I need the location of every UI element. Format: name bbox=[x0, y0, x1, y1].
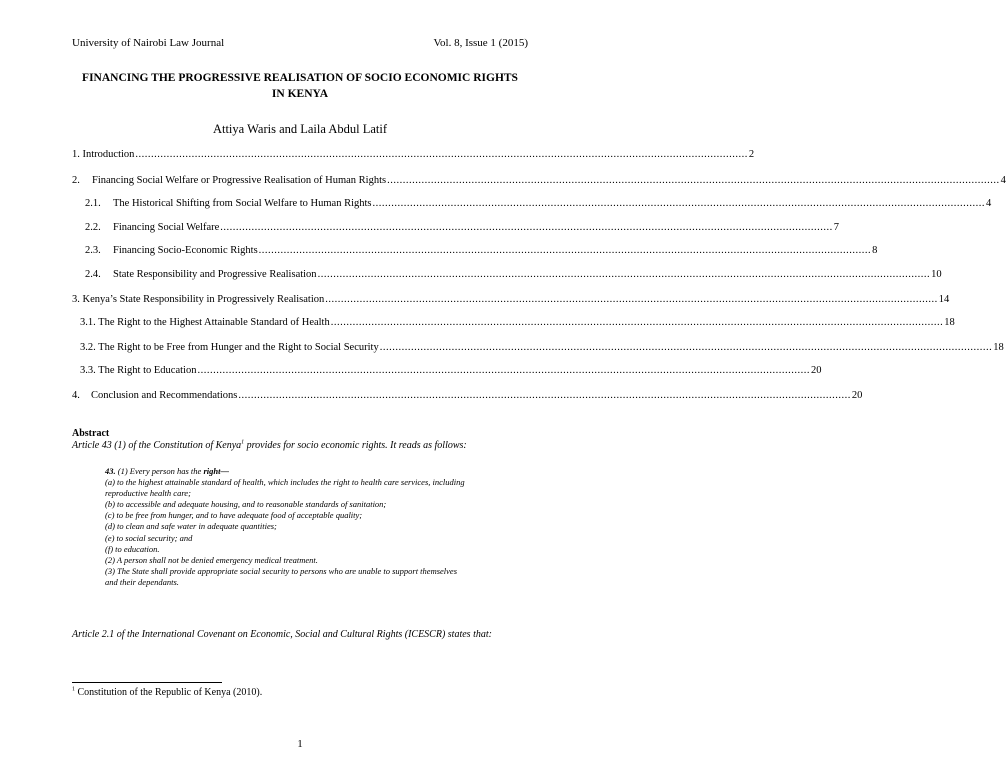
toc-entry-right-to-education[interactable] bbox=[80, 364, 822, 378]
abstract-heading: Abstract bbox=[72, 428, 110, 439]
page-number: 1 bbox=[297, 738, 303, 750]
toc-entry-financing-socio-economic-rights[interactable] bbox=[85, 244, 878, 258]
toc-entry-financing-social-welfare-or-progressive[interactable] bbox=[72, 174, 1006, 188]
journal-volume: Vol. 8, Issue 1 (2015) bbox=[433, 37, 528, 49]
toc-entry-conclusion[interactable] bbox=[72, 389, 863, 403]
toc-page: 4 bbox=[1000, 175, 1006, 186]
toc-label: State Responsibility and Progressive Realisation bbox=[113, 269, 317, 280]
quote-line: reproductive health care; bbox=[105, 488, 191, 499]
article-2-1-intro: Article 2.1 of the International Covenant on Economic, Social and Cultural Rights (ICESCR) states that: bbox=[72, 629, 492, 640]
footnote-text: Constitution of the Republic of Kenya (2010). bbox=[75, 687, 263, 698]
quote-right-word: right— bbox=[203, 466, 229, 476]
toc-number: 4. bbox=[72, 390, 80, 401]
authors: Attiya Waris and Laila Abdul Latif bbox=[212, 122, 388, 136]
footnote bbox=[72, 687, 262, 698]
quote-line: (2) A person shall not be denied emergency medical treatment. bbox=[105, 554, 318, 565]
footnote-divider bbox=[72, 682, 222, 683]
toc-leader: .................................................................................................................................................................................................... bbox=[372, 198, 985, 209]
toc-page: 7 bbox=[833, 222, 840, 233]
toc-label: 3.3. The Right to Education bbox=[80, 365, 197, 376]
toc-page: 4 bbox=[986, 198, 992, 209]
quote-line: (a) to the highest attainable standard of health, which includes the right to health care services, including bbox=[105, 477, 465, 488]
footnote-marker: 1 bbox=[72, 686, 75, 693]
toc-page: 20 bbox=[851, 390, 863, 401]
toc-page: 18 bbox=[944, 317, 955, 328]
toc-label: Conclusion and Recommendations bbox=[91, 390, 238, 401]
toc-number: 2.4. bbox=[85, 269, 101, 280]
toc-leader: .................................................................................................................................................................................................... bbox=[379, 342, 993, 353]
toc-page: 10 bbox=[931, 269, 942, 280]
footnote-ref[interactable]: 1 bbox=[241, 439, 245, 446]
quote-line: and their dependants. bbox=[105, 576, 179, 587]
toc-number: 2.2. bbox=[85, 222, 101, 233]
toc-page: 8 bbox=[872, 245, 878, 256]
toc-leader: .................................................................................................................................................................................................... bbox=[387, 175, 1000, 186]
toc-entry-financing-social-welfare[interactable] bbox=[85, 221, 840, 235]
toc-leader: .................................................................................................................................................................................................... bbox=[325, 294, 938, 305]
toc-label: Financing Socio-Economic Rights bbox=[113, 245, 258, 256]
toc-leader: .................................................................................................................................................................................................... bbox=[197, 365, 810, 376]
quote-line: (d) to clean and safe water in adequate quantities; bbox=[105, 521, 277, 532]
toc-leader: .................................................................................................................................................................................................... bbox=[330, 317, 944, 328]
toc-page: 20 bbox=[810, 365, 822, 376]
toc-label: 3. Kenya’s State Responsibility in Progressively Realisation bbox=[72, 294, 325, 305]
toc-leader: .................................................................................................................................................................................................... bbox=[220, 222, 833, 233]
toc-leader: .................................................................................................................................................................................................... bbox=[317, 269, 931, 280]
quote-clause: (1) Every person has the bbox=[115, 466, 204, 476]
quote-line: (f) to education. bbox=[105, 543, 160, 554]
toc-entry-state-responsibility[interactable] bbox=[85, 268, 942, 282]
quote-article-number: 43. bbox=[105, 466, 116, 476]
toc-label: 3.1. The Right to the Highest Attainable Standard of Health bbox=[80, 317, 330, 328]
quote-line: (c) to be free from hunger, and to have adequate food of acceptable quality; bbox=[105, 510, 363, 521]
toc-entry-introduction[interactable] bbox=[72, 148, 755, 162]
toc-page: 2 bbox=[748, 149, 755, 160]
title-line-2: IN KENYA bbox=[271, 88, 329, 100]
journal-name: University of Nairobi Law Journal bbox=[72, 37, 225, 49]
abstract-intro-text-cont: provides for socio economic rights. It reads as follows: bbox=[244, 440, 467, 451]
quote-line bbox=[105, 466, 535, 477]
toc-leader: .................................................................................................................................................................................................... bbox=[258, 245, 872, 256]
quote-line: (3) The State shall provide appropriate social security to persons who are unable to support themselves bbox=[105, 565, 458, 576]
toc-label: Financing Social Welfare bbox=[113, 222, 220, 233]
toc-label: The Historical Shifting from Social Welfare to Human Rights bbox=[113, 198, 372, 209]
toc-leader: .................................................................................................................................................................................................... bbox=[238, 390, 851, 401]
abstract-intro-text: Article 43 (1) of the Constitution of Kenya bbox=[72, 440, 242, 451]
toc-entry-right-free-from-hunger[interactable] bbox=[80, 341, 1004, 355]
toc-number: 2. bbox=[72, 175, 80, 186]
paper-title bbox=[70, 70, 530, 102]
abstract-intro bbox=[72, 440, 467, 451]
toc-label: 1. Introduction bbox=[72, 149, 135, 160]
toc-page: 18 bbox=[993, 342, 1004, 353]
toc-number: 2.1. bbox=[85, 198, 101, 209]
toc-label: Financing Social Welfare or Progressive Realisation of Human Rights bbox=[92, 175, 387, 186]
quote-line: (e) to social security; and bbox=[105, 532, 193, 543]
toc-entry-right-to-health[interactable] bbox=[80, 316, 955, 330]
toc-leader: .................................................................................................................................................................................................... bbox=[135, 149, 748, 160]
toc-page: 14 bbox=[938, 294, 950, 305]
article-43-quote bbox=[105, 466, 535, 588]
toc-entry-kenya-state-responsibility[interactable] bbox=[72, 293, 950, 307]
toc-entry-historical-shifting[interactable] bbox=[85, 197, 992, 211]
quote-line: (b) to accessible and adequate housing, and to reasonable standards of sanitation; bbox=[105, 499, 387, 510]
title-line-1: FINANCING THE PROGRESSIVE REALISATION OF SOCIO ECONOMIC RIGHTS bbox=[82, 72, 518, 84]
toc-number: 2.3. bbox=[85, 245, 101, 256]
toc-label: 3.2. The Right to be Free from Hunger and the Right to Social Security bbox=[80, 342, 379, 353]
